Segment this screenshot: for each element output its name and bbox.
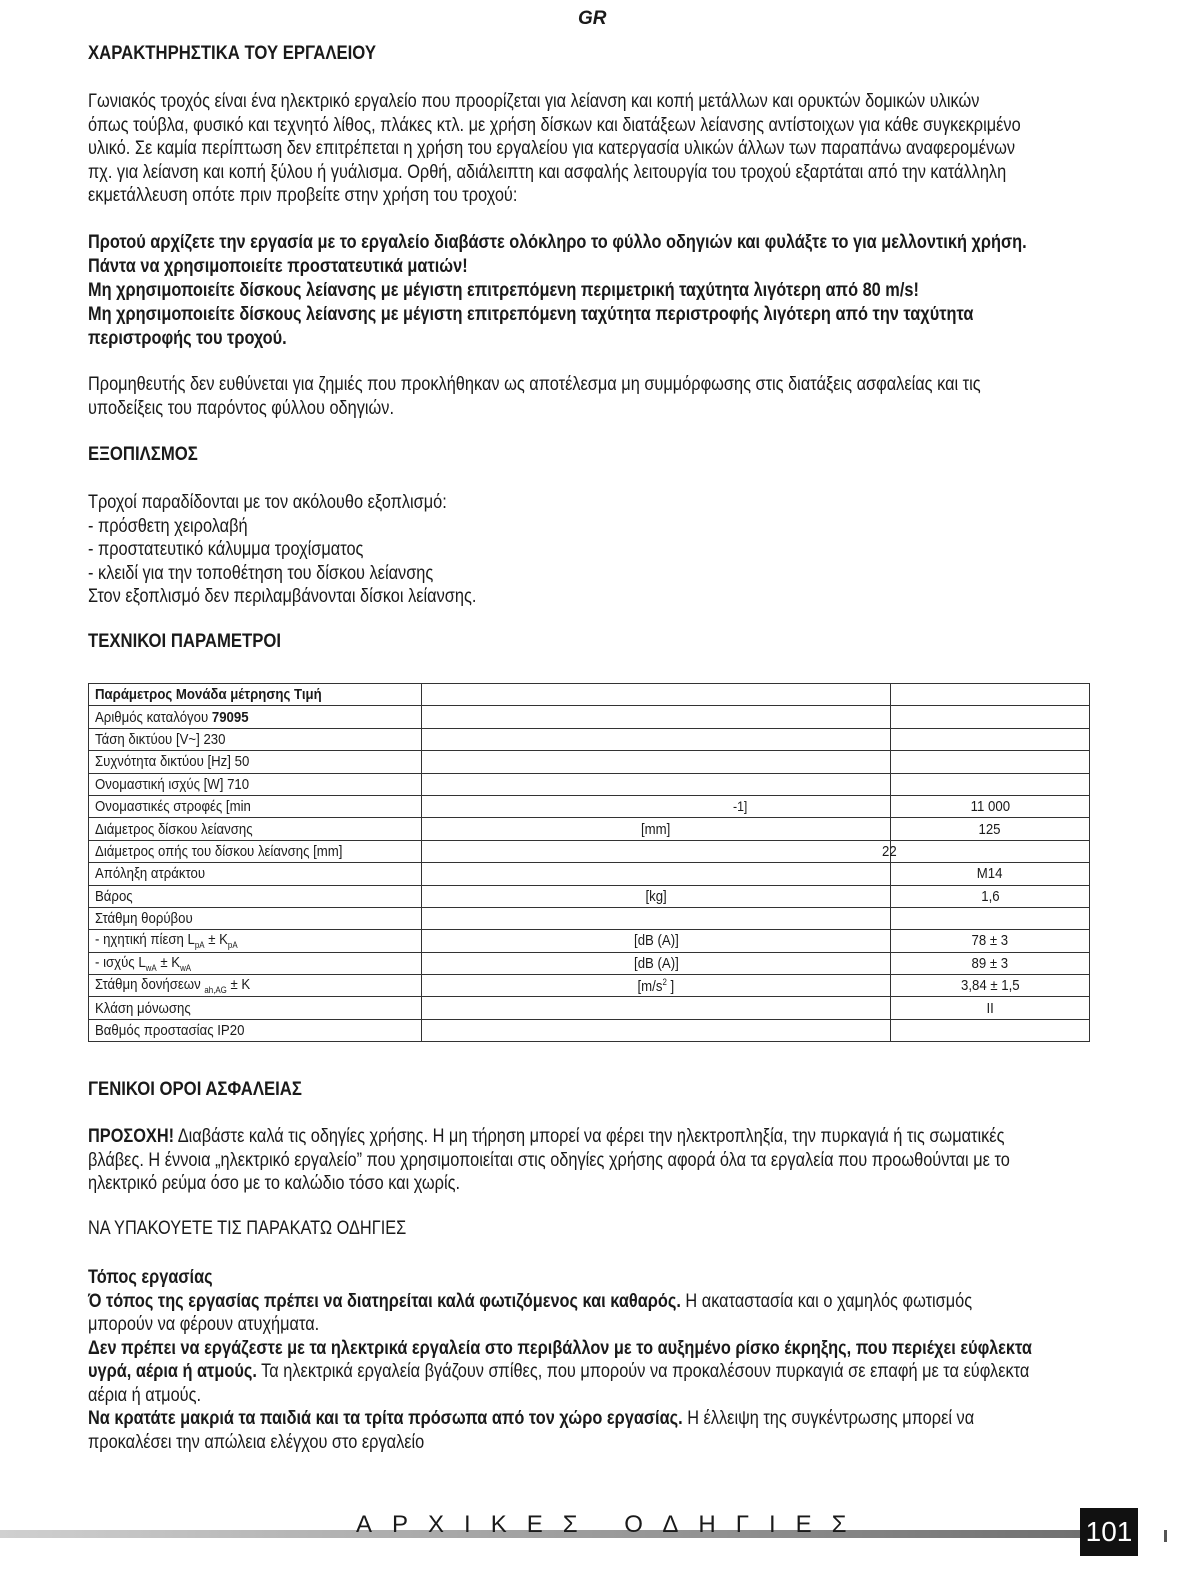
warnings-block <box>88 231 1027 351</box>
attention-paragraph: ΠΡΟΣΟΧΗ! Διαβάστε καλά τις οδηγίες χρήσης. Η μη τήρηση μπορεί να φέρει την ηλεκτροπληξία, την πυρκαγιά ή τις σωματικές βλάβες. Η έννοια „ηλεκτρικό εργαλείο” που χρησιμοποιείται στις οδηγίες χρήσης αφορά όλα τα εργαλεία που προωθούνται με το ηλεκτρικό ρεύμα όσο με το καλώδιο τόσο και χωρίς. <box>88 1126 1010 1194</box>
table-row <box>89 952 1090 974</box>
param-cell: Βαθμός προστασίας IP20 <box>95 1022 245 1040</box>
param-cell: Διάμετρος οπής του δίσκου λείανσης [mm] <box>95 842 343 860</box>
table-row <box>89 706 1090 728</box>
value-cell: 89 ± 3 <box>971 954 1009 972</box>
table-row <box>89 907 1090 929</box>
equipment-line: - πρόσθετη χειρολαβή <box>88 515 248 537</box>
param-cell: Βάρος <box>95 887 133 905</box>
table-row <box>89 795 1090 817</box>
unit-cell: -1] <box>732 798 748 815</box>
table-row <box>89 975 1090 997</box>
supplier-line: Προμηθευτής δεν ευθύνεται για ζημιές που προκλήθηκαν ως αποτέλεσμα μη συμμόρφωσης στις διατάξεις ασφαλείας και τις <box>88 374 981 395</box>
footer-tick <box>1164 1530 1167 1542</box>
params-header-cell: Παράμετρος Μονάδα μέτρησης Τιμή <box>95 686 322 704</box>
features-line: όπως τούβλα, φυσικό και τεχνητό λίθος, πλάκες κτλ. με χρήση δίσκων και διατάξεων λείανσης αντίστοιχων για κάθε συγκεκριμένο <box>88 114 1021 136</box>
table-row <box>89 840 1090 862</box>
table-row <box>89 818 1090 840</box>
value-cell: 3,84 ± 1,5 <box>960 977 1020 995</box>
vibration-cell: Στάθμη δονήσεων $_{ah,AG}$ ± K <box>95 976 251 996</box>
table-row <box>89 773 1090 795</box>
warning-line: Μη χρησιμοποιείτε δίσκους λείανσης με μέγιστη επιτρεπόμενη περιμετρική ταχύτητα λιγότερη από 80 m/s! <box>88 280 919 301</box>
equipment-heading: ΕΞΟΠΙΛΣΜΟΣ <box>88 444 198 465</box>
page-number: 101 <box>1080 1508 1138 1556</box>
warning-line: Πάντα να χρησιμοποιείτε προστατευτικά ματιών! <box>88 256 468 277</box>
footer-title: ΑΡΧΙΚΕΣ ΟΔΗΓΙΕΣ <box>356 1511 867 1538</box>
supplier-paragraph <box>88 373 981 420</box>
catalog-value: 79095 <box>211 708 249 726</box>
workplace-section: Τόπος εργασίας Ό τόπος της εργασίας πρέπει να διατηρείται καλά φωτιζόμενος και καθαρός. Η ακαταστασία και ο χαμηλός φωτισμός μπορούν να φέρουν ατυχήματα. Δεν πρέπει να εργάζεστε με τα ηλεκτρικά εργαλεία στο περιβάλλον με το αυξημένο ρίσκο έκρηξης, που περιέχει εύφλεκτα υγρά, αέρια ή ατμούς. Τα ηλεκτρικά εργαλεία βγάζουν σπίθες, που μπορούν να προκαλέσουν πυρκαγιά σε επαφή με τα εύφλεκτα αέρια ή ατμούς. Να κρατάτε μακριά τα παιδιά και τα τρίτα πρόσωπα από τον χώρο εργασίας. Η έλλειψη της συγκέντρωσης μπορεί να προκαλέσει την απώλεια ελέγχου στο εργαλείο <box>88 1267 1032 1453</box>
unit-cell: [$m/s^2$ ] <box>637 976 675 995</box>
value-cell: 125 <box>978 820 1002 838</box>
param-cell: Τάση δικτύου [V~] 230 <box>95 730 226 748</box>
table-row <box>89 1019 1090 1041</box>
value-cell: 11 000 <box>970 798 1010 816</box>
equipment-line: - προστατευτικό κάλυμμα τροχίσματος <box>88 539 364 560</box>
unit-cell: [kg] <box>645 887 667 905</box>
table-row <box>89 684 1090 706</box>
features-line: υλικό. Σε καμία περίπτωση δεν επιτρέπεται η χρήση του εργαλείου για κατεργασία υλικών άλλων των παραπάνω αναφερομένων <box>88 138 1016 159</box>
params-table <box>88 683 1090 1042</box>
table-row <box>89 997 1090 1019</box>
safety-heading: ΓΕΝΙΚΟΙ ΟΡΟΙ ΑΣΦΑΛΕΙΑΣ <box>88 1079 302 1100</box>
param-cell: Ονομαστικές στροφές [min <box>95 798 251 816</box>
hole-diameter-value: 22 <box>882 842 897 860</box>
equipment-line: Στον εξοπλισμό δεν περιλαμβάνονται δίσκοι λείανσης. <box>88 586 477 607</box>
obey-line: ΝΑ ΥΠΑΚΟΥΕΤΕ ΤΙΣ ΠΑΡΑΚΑΤΩ ΟΔΗΓΙΕΣ <box>88 1218 407 1239</box>
table-row <box>89 751 1090 773</box>
attention-label: ΠΡΟΣΟΧΗ! <box>88 1126 175 1147</box>
features-line: εκμετάλλευση οπότε πριν προβείτε στην χρήση του τροχού: <box>88 185 518 206</box>
value-cell: 78 ± 3 <box>971 932 1009 950</box>
param-cell: Στάθμη θορύβου <box>95 910 193 928</box>
param-cell: Κλάση μόνωσης <box>95 999 191 1017</box>
language-tag: GR <box>578 8 607 29</box>
features-line: πχ. για λείανση και κοπή ξύλου ή γυάλισμα. Ορθή, αδιάλειπτη και ασφαλής λειτουργία του τροχού εξαρτάται από την κατάλληλη <box>88 161 1007 183</box>
param-cell: Συχνότητα δικτύου [Hz] 50 <box>95 753 250 771</box>
value-cell: 1,6 <box>980 887 1000 905</box>
equipment-line: Τροχοί παραδίδονται με τον ακόλουθο εξοπλισμό: <box>88 492 447 513</box>
features-line: Γωνιακός τροχός είναι ένα ηλεκτρικό εργαλείο που προορίζεται για λείανση και κοπή μετάλλων και ορυκτών δομικών υλικών <box>88 91 980 112</box>
value-cell: M14 <box>977 865 1003 883</box>
warning-line: περιστροφής του τροχού. <box>88 328 287 349</box>
catalog-label: Αριθμός καταλόγου <box>95 708 209 726</box>
param-cell: Απόληξη ατράκτου <box>95 865 206 883</box>
sound-pressure-cell: - ηχητική πίεση $L_{pA} \pm K_{pA}$ <box>95 931 238 951</box>
param-cell: Ονομαστική ισχύς [W] 710 <box>95 775 250 793</box>
equipment-list <box>88 491 476 609</box>
sound-power-cell: - ισχύς $L_{wA} \pm K_{wA}$ <box>95 953 192 973</box>
table-row <box>89 930 1090 952</box>
table-row <box>89 885 1090 907</box>
unit-cell: [mm] <box>641 820 671 838</box>
unit-cell: [dB (A)] <box>633 932 679 950</box>
warning-line: Προτού αρχίζετε την εργασία με το εργαλείο διαβάστε ολόκληρο το φύλλο οδηγιών και φυλάξτε το για μελλοντική χρήση. <box>88 232 1027 253</box>
features-heading: ΧΑΡΑΚΤΗΡΗΣΤΙΚΑ ΤΟΥ ΕΡΓΑΛΕΙΟΥ <box>88 43 376 64</box>
param-cell: Διάμετρος δίσκου λείανσης <box>95 820 253 838</box>
equipment-line: - κλειδί για την τοποθέτηση του δίσκου λείανσης <box>88 562 434 584</box>
params-heading: ΤΕΧΝΙΚΟΙ ΠΑΡΑΜΕΤΡΟΙ <box>88 631 282 652</box>
table-row <box>89 728 1090 750</box>
features-paragraph <box>88 90 1021 208</box>
workplace-title: Τόπος εργασίας <box>88 1267 213 1288</box>
table-row <box>89 863 1090 885</box>
warning-line: Μη χρησιμοποιείτε δίσκους λείανσης με μέγιστη επιτρεπόμενη ταχύτητα περιστροφής λιγότερη από την ταχύτητα <box>88 304 974 325</box>
supplier-line: υποδείξεις του παρόντος φύλλου οδηγιών. <box>88 397 395 419</box>
value-cell: II <box>986 999 994 1017</box>
catalog-cell <box>95 709 249 726</box>
unit-cell: [dB (A)] <box>633 954 679 972</box>
